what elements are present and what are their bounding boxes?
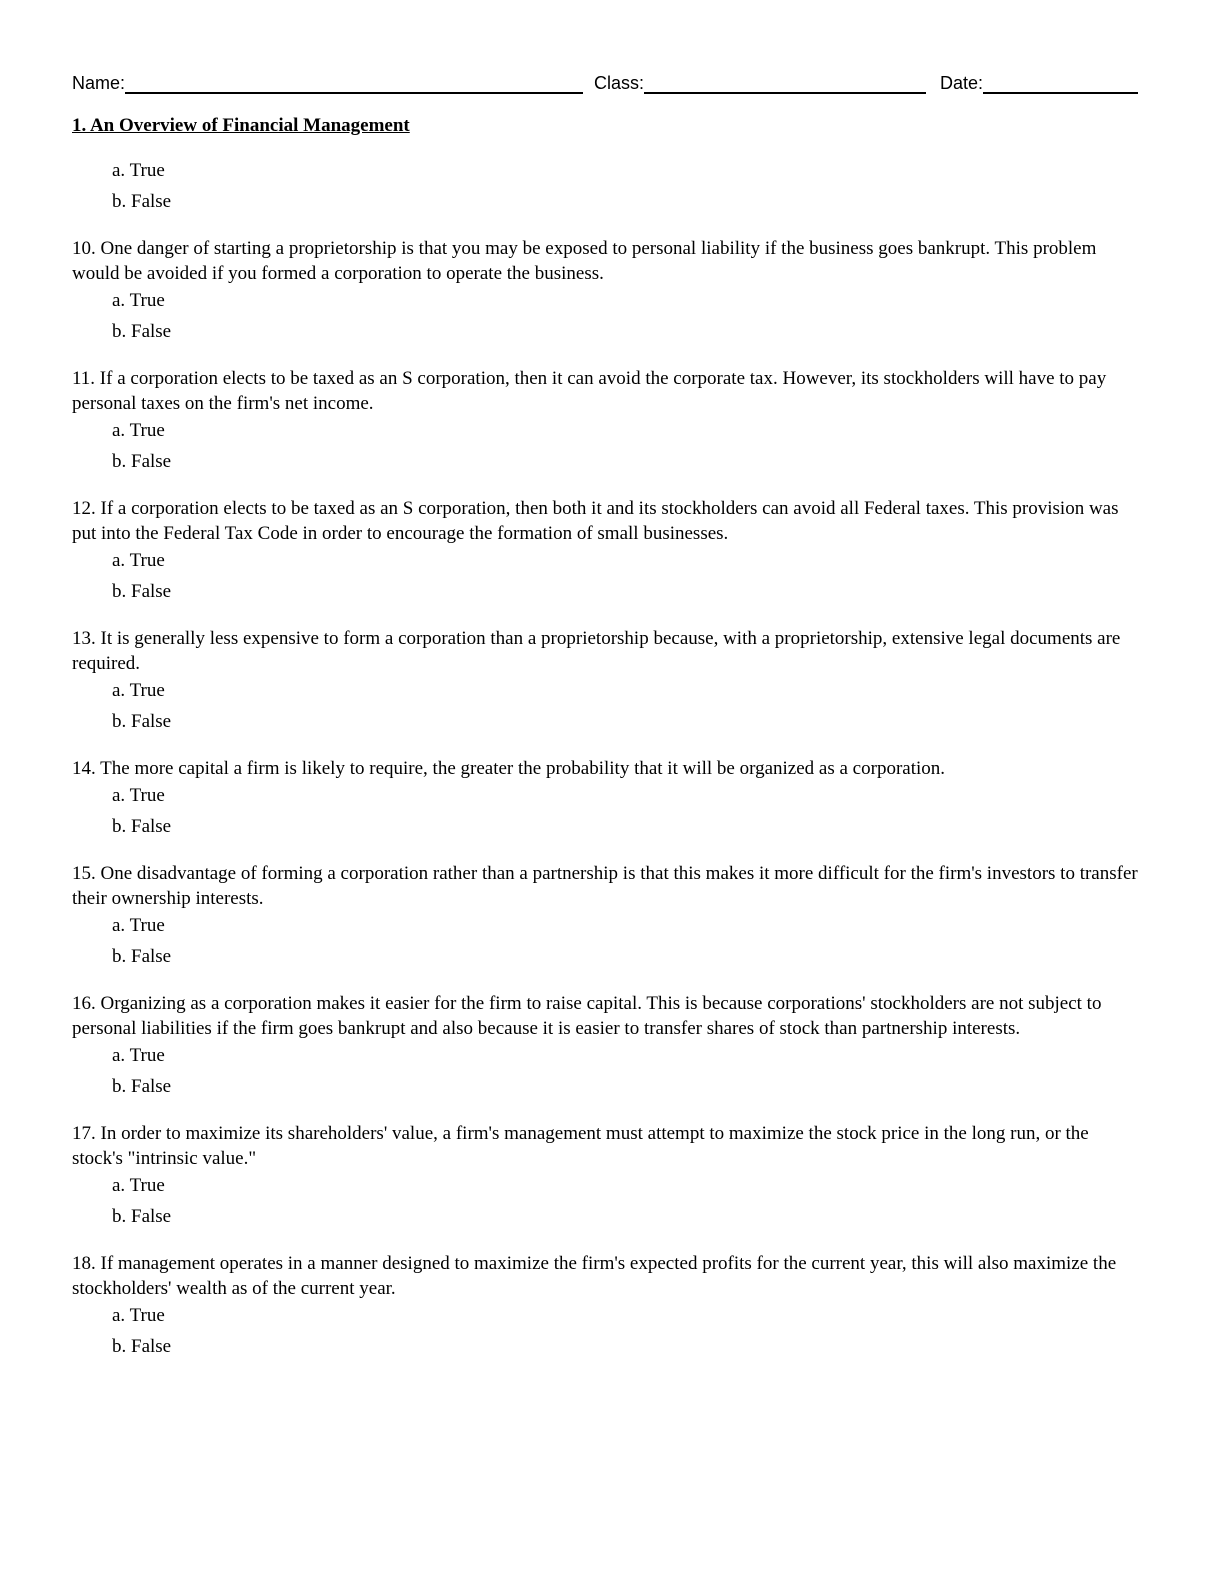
option-false[interactable]: b. False xyxy=(112,1336,172,1357)
answer-options xyxy=(112,1043,1144,1099)
question-text: 10. One danger of starting a proprietorship is that you may be exposed to personal liability if the business goes bankrupt. This problem would be avoided if you formed a corporation to operate the business. xyxy=(72,238,1097,284)
option-true[interactable]: a. True xyxy=(112,680,165,701)
option-false[interactable]: b. False xyxy=(112,451,172,472)
question-text: 18. If management operates in a manner designed to maximize the firm's expected profits for the current year, this will also maximize the stockholders' wealth as of the current year. xyxy=(72,1253,1117,1299)
question-text: 11. If a corporation elects to be taxed as an S corporation, then it can avoid the corporate tax. However, its stockholders will have to pay personal taxes on the firm's net income. xyxy=(72,368,1107,414)
question-16 xyxy=(72,991,1144,1099)
option-false[interactable]: b. False xyxy=(112,191,172,212)
name-blank-line[interactable] xyxy=(125,72,583,94)
option-true[interactable]: a. True xyxy=(112,290,165,311)
question-10 xyxy=(72,236,1144,344)
question-text: 16. Organizing as a corporation makes it easier for the firm to raise capital. This is because corporations' stockholders are not subject to personal liabilities if the firm goes bankrupt and also because it is easier to transfer shares of stock than partnership interests. xyxy=(72,993,1102,1039)
answer-options xyxy=(112,783,1144,839)
answer-options xyxy=(112,913,1144,969)
student-info-header xyxy=(72,72,1144,98)
question-text: 14. The more capital a firm is likely to require, the greater the probability that it will be organized as a corporation. xyxy=(72,758,946,779)
option-false[interactable]: b. False xyxy=(112,1076,172,1097)
option-false[interactable]: b. False xyxy=(112,321,172,342)
option-false[interactable]: b. False xyxy=(112,1206,172,1227)
option-true[interactable]: a. True xyxy=(112,160,165,181)
option-true[interactable]: a. True xyxy=(112,420,165,441)
question-text: 17. In order to maximize its shareholders' value, a firm's management must attempt to maximize the stock price in the long run, or the stock's "intrinsic value." xyxy=(72,1123,1089,1169)
option-false[interactable]: b. False xyxy=(112,711,172,732)
option-true[interactable]: a. True xyxy=(112,550,165,571)
date-label: Date: xyxy=(940,73,984,93)
answer-options xyxy=(112,678,1144,734)
answer-options xyxy=(112,1303,1144,1359)
question-18 xyxy=(72,1251,1144,1359)
answer-options xyxy=(112,1173,1144,1229)
worksheet-page xyxy=(72,72,1144,1359)
option-true[interactable]: a. True xyxy=(112,1305,165,1326)
option-false[interactable]: b. False xyxy=(112,946,172,967)
option-true[interactable]: a. True xyxy=(112,785,165,806)
option-false[interactable]: b. False xyxy=(112,816,172,837)
question-text: 12. If a corporation elects to be taxed as an S corporation, then both it and its stockholders can avoid all Federal taxes. This provision was put into the Federal Tax Code in order to encourage the formation of small businesses. xyxy=(72,498,1119,544)
name-field[interactable] xyxy=(72,72,583,94)
date-field[interactable] xyxy=(940,72,1138,94)
answer-options xyxy=(112,418,1144,474)
date-blank-line[interactable] xyxy=(983,72,1138,94)
class-label: Class: xyxy=(594,73,645,93)
name-label: Name: xyxy=(72,73,126,93)
option-true[interactable]: a. True xyxy=(112,1045,165,1066)
question-text: 15. One disadvantage of forming a corporation rather than a partnership is that this makes it more difficult for the firm's investors to transfer their ownership interests. xyxy=(72,863,1138,909)
question-13 xyxy=(72,626,1144,734)
lead-options xyxy=(112,158,1144,214)
class-blank-line[interactable] xyxy=(644,72,926,94)
question-15 xyxy=(72,861,1144,969)
option-true[interactable]: a. True xyxy=(112,1175,165,1196)
question-text: 13. It is generally less expensive to form a corporation than a proprietorship because, with a proprietorship, extensive legal documents are required. xyxy=(72,628,1121,674)
section-title: 1. An Overview of Financial Management xyxy=(72,115,410,136)
question-11 xyxy=(72,366,1144,474)
class-field[interactable] xyxy=(594,72,926,94)
answer-options xyxy=(112,548,1144,604)
question-17 xyxy=(72,1121,1144,1229)
answer-options xyxy=(112,288,1144,344)
question-14 xyxy=(72,756,1144,839)
option-true[interactable]: a. True xyxy=(112,915,165,936)
question-12 xyxy=(72,496,1144,604)
option-false[interactable]: b. False xyxy=(112,581,172,602)
lead-question-block xyxy=(72,158,1144,214)
